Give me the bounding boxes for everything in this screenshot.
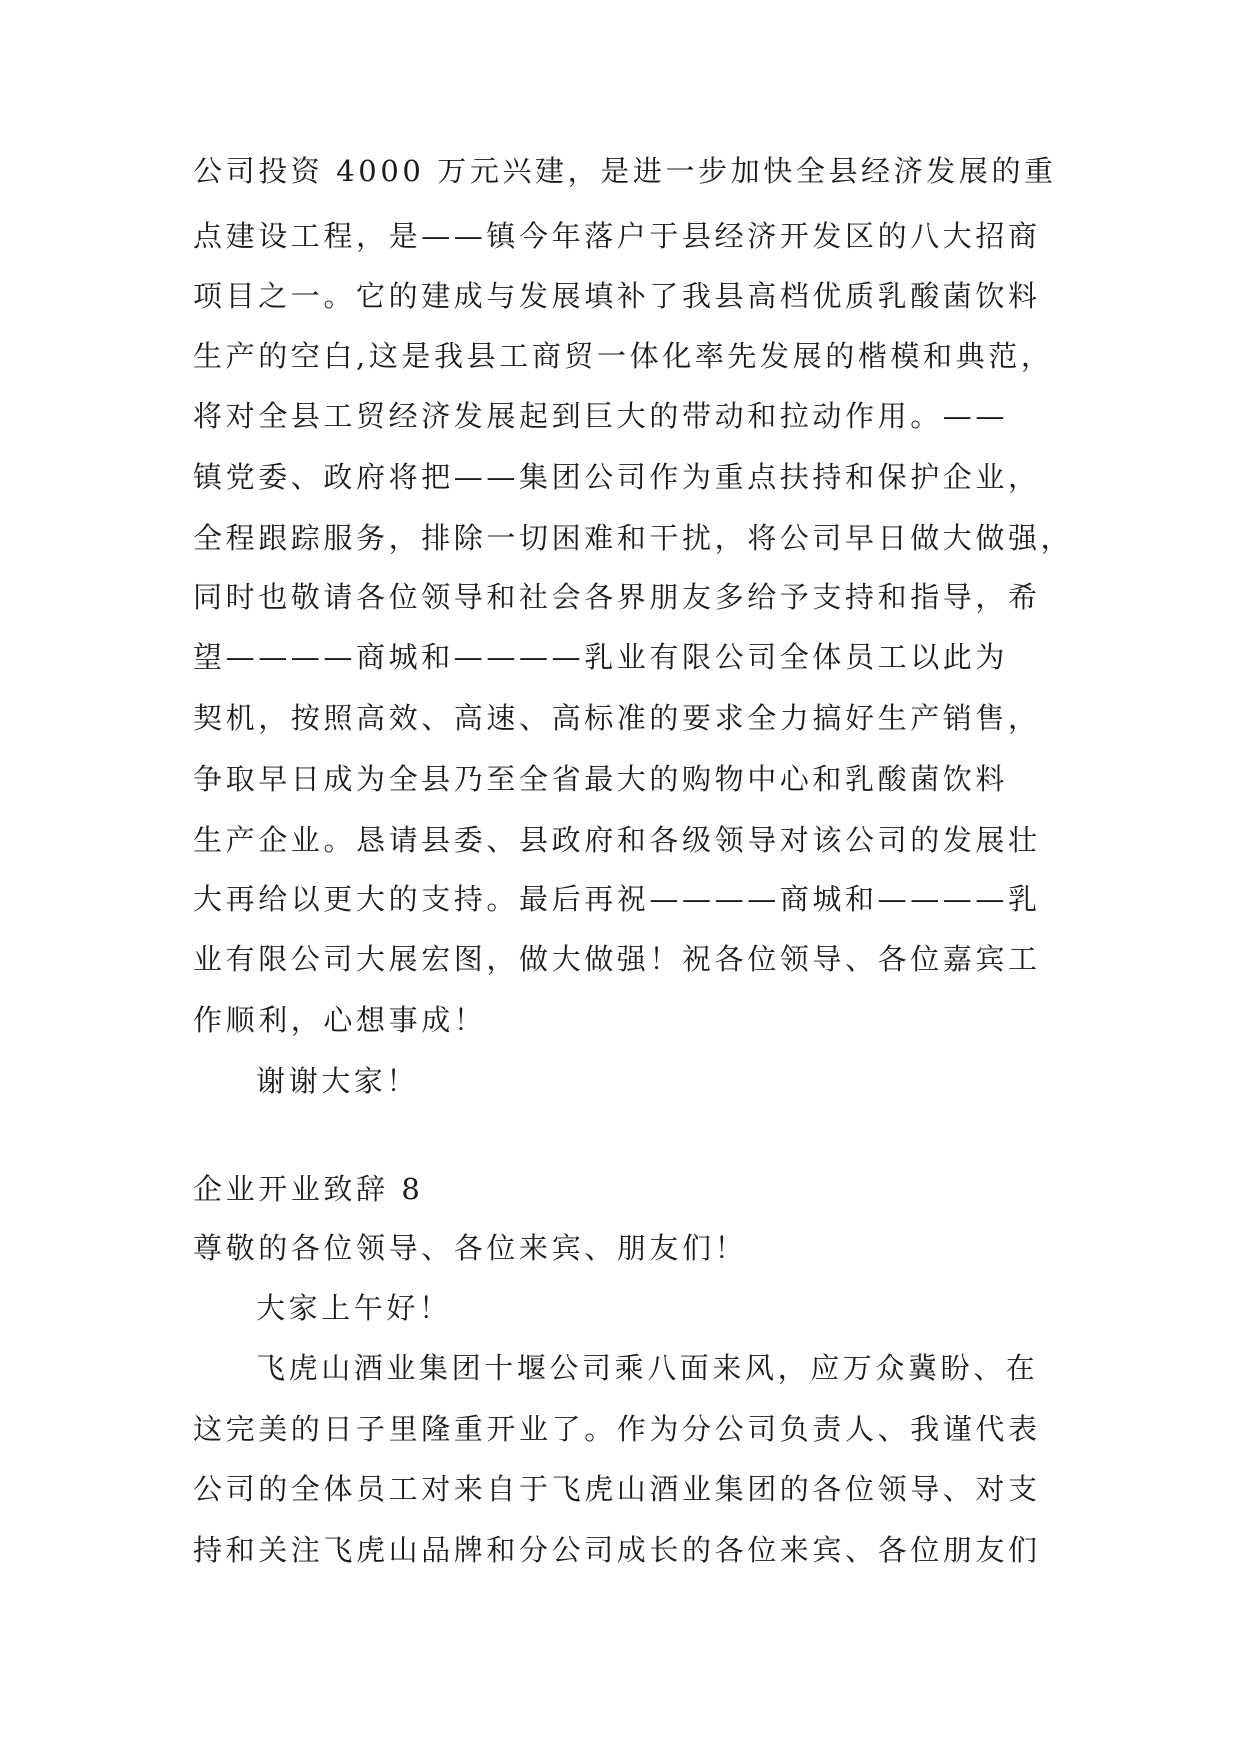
paragraph-line: 业有限公司大展宏图，做大做强！祝各位领导、各位嘉宾工 bbox=[193, 942, 1041, 976]
section-title: 企业开业致辞 8 bbox=[193, 1172, 424, 1206]
paragraph-line: 争取早日成为全县乃至全省最大的购物中心和乳酸菌饮料 bbox=[193, 762, 1009, 796]
paragraph-line: 公司投资 4000 万元兴建，是进一步加快全县经济发展的重 bbox=[193, 154, 1057, 188]
paragraph-line: 公司的全体员工对来自于飞虎山酒业集团的各位领导、对支 bbox=[193, 1472, 1041, 1506]
paragraph-line: 同时也敬请各位领导和社会各界朋友多给予支持和指导，希 bbox=[193, 580, 1041, 614]
paragraph-line: 生产的空白,这是我县工商贸一体化率先发展的楷模和典范， bbox=[193, 339, 1054, 373]
thanks-line: 谢谢大家！ bbox=[256, 1064, 420, 1098]
paragraph-line: 项目之一。它的建成与发展填补了我县高档优质乳酸菌饮料 bbox=[193, 279, 1041, 313]
paragraph-line: 作顺利，心想事成！ bbox=[193, 1003, 487, 1037]
paragraph-line: 契机，按照高效、高速、高标准的要求全力搞好生产销售， bbox=[193, 701, 1041, 735]
paragraph-line: 望————商城和————乳业有限公司全体员工以此为 bbox=[193, 640, 1009, 674]
salutation: 尊敬的各位领导、各位来宾、朋友们！ bbox=[193, 1231, 748, 1265]
paragraph-line: 生产企业。恳请县委、县政府和各级领导对该公司的发展壮 bbox=[193, 823, 1041, 857]
paragraph-line: 飞虎山酒业集团十堰公司乘八面来风，应万众冀盼、在 bbox=[256, 1351, 1039, 1385]
paragraph-line: 持和关注飞虎山品牌和分公司成长的各位来宾、各位朋友们 bbox=[193, 1533, 1041, 1567]
paragraph-line: 大再给以更大的支持。最后再祝————商城和————乳 bbox=[193, 882, 1041, 916]
paragraph-line: 全程跟踪服务，排除一切困难和干扰，将公司早日做大做强， bbox=[193, 521, 1074, 555]
paragraph-line: 这完美的日子里隆重开业了。作为分公司负责人、我谨代表 bbox=[193, 1412, 1041, 1446]
paragraph-line: 点建设工程，是——镇今年落户于县经济开发区的八大招商 bbox=[193, 219, 1041, 253]
greeting: 大家上午好！ bbox=[256, 1291, 452, 1325]
paragraph-line: 将对全县工贸经济发展起到巨大的带动和拉动作用。—— bbox=[193, 399, 1009, 433]
paragraph-line: 镇党委、政府将把——集团公司作为重点扶持和保护企业， bbox=[193, 460, 1041, 494]
